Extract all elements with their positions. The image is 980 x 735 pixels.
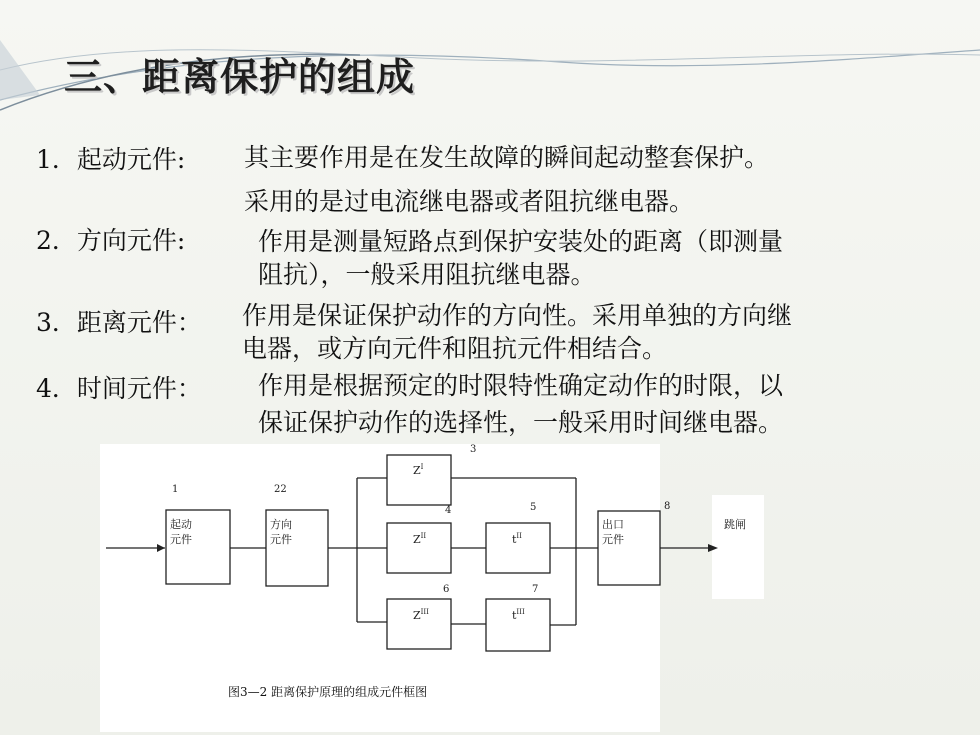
z2-label: $Z^{II}$ <box>413 532 427 546</box>
label-n3: 3 <box>470 444 477 455</box>
label-n2: 22 <box>274 484 287 495</box>
item-1-line1: 其主要作用是在发生故障的瞬间起动整套保护。 <box>244 143 770 172</box>
t3-label: $t^{III}$ <box>512 608 525 622</box>
label-n7: 7 <box>532 584 539 595</box>
item-4-line2: 保证保护动作的选择性，一般采用时间继电器。 <box>258 408 784 437</box>
label-n6: 6 <box>443 584 450 595</box>
label-n8: 8 <box>664 501 671 512</box>
figure-caption: 图3—2 距离保护原理的组成元件框图 <box>228 685 428 699</box>
direction-element-label-1: 方向 <box>270 518 292 531</box>
item-4-label: 4．时间元件： <box>36 374 202 403</box>
t2-label: $t^{II}$ <box>512 532 522 546</box>
item-3-line2: 电器，或方向元件和阻抗元件相结合。 <box>242 334 668 363</box>
item-2-line2: 阻抗），一般采用阻抗继电器。 <box>258 260 596 289</box>
item-3-label: 3．距离元件： <box>36 308 202 337</box>
label-n1: 1 <box>172 484 179 495</box>
z1-label: $Z^I$ <box>413 463 424 477</box>
direction-element-label-2: 元件 <box>270 533 292 546</box>
outlet-element-label-1: 出口 <box>602 518 624 531</box>
start-element-label-2: 元件 <box>170 533 192 546</box>
label-n4: 4 <box>445 505 452 516</box>
item-2-label: 2．方向元件: <box>36 226 186 255</box>
item-1-line2: 采用的是过电流继电器或者阻抗继电器。 <box>244 187 695 216</box>
item-1-label: 1．起动元件: <box>36 145 186 174</box>
start-element-label-1: 起动 <box>170 518 192 531</box>
outlet-element-label-2: 元件 <box>602 533 624 546</box>
item-3-line1: 作用是保证保护动作的方向性。采用单独的方向继 <box>242 301 793 330</box>
z3-label: $Z^{III}$ <box>413 608 429 622</box>
item-4-line1: 作用是根据预定的时限特性确定动作的时限，以 <box>258 371 784 400</box>
page-title: 三、距离保护的组成 <box>64 55 416 99</box>
label-n5: 5 <box>530 502 537 513</box>
item-2-line1: 作用是测量短路点到保护安装处的距离（即测量 <box>258 227 784 256</box>
trip-label: 跳闸 <box>724 518 746 531</box>
